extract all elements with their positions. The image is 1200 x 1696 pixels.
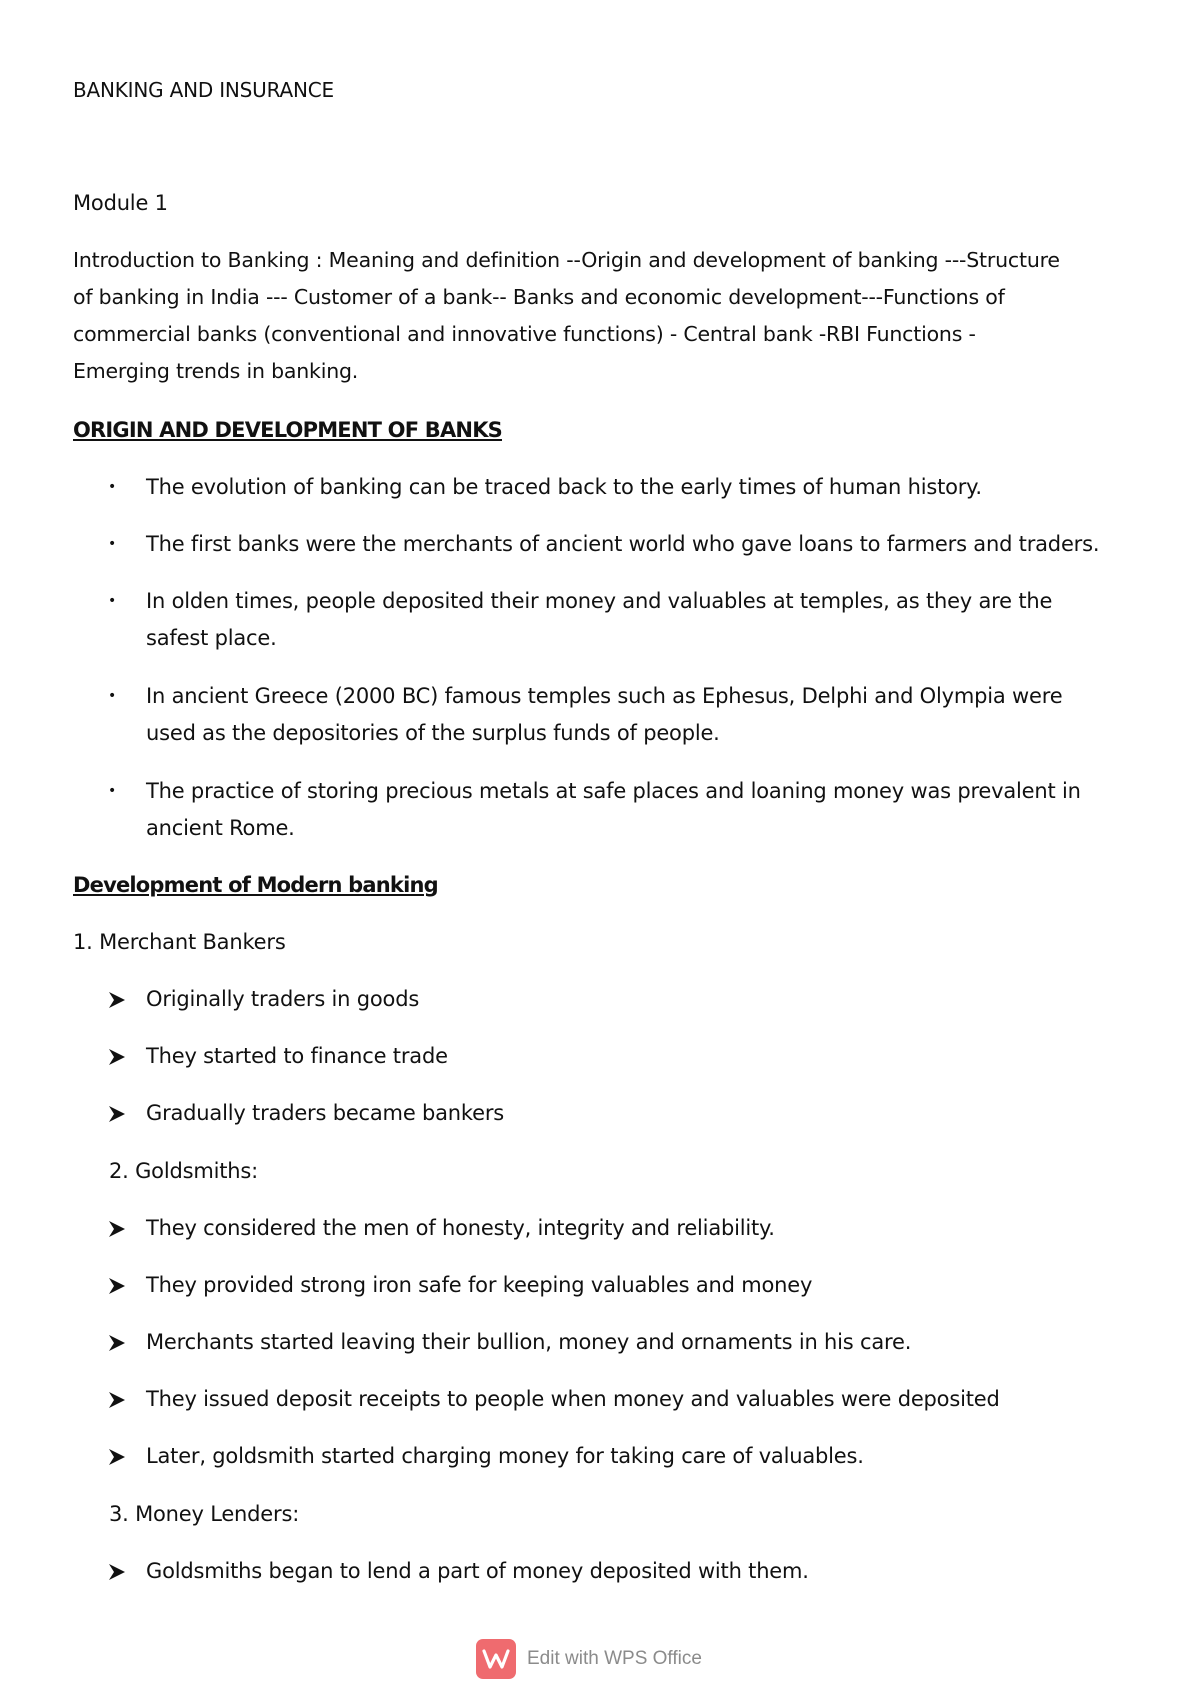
arrow-bullet-icon [108,1095,128,1132]
goldsmiths-point: They considered the men of honesty, integrity and reliability. [146,1216,775,1240]
arrow-bullet-icon [108,1267,128,1304]
intro-line: Emerging trends in banking. [73,359,359,383]
origin-bullet-text: The first banks were the merchants of ancient world who gave loans to farmers and traders. [146,532,1100,556]
modern-heading: Development of Modern banking [73,873,438,897]
lenders-point: Goldsmiths began to lend a part of money deposited with them. [146,1559,809,1583]
merchant-point: Originally traders in goods [146,987,420,1011]
origin-bullet-text: In ancient Greece (2000 BC) famous temples such as Ephesus, Delphi and Olympia were [146,684,1063,708]
wps-office-logo-icon [476,1639,516,1679]
intro-line: Introduction to Banking : Meaning and definition --Origin and development of banking ---Structure [73,248,1060,272]
bullet-dot: • [108,536,117,552]
origin-bullet-text: In olden times, people deposited their money and valuables at temples, as they are the [146,589,1053,613]
merchant-title: 1. Merchant Bankers [73,930,286,954]
arrow-bullet-icon [108,1324,128,1361]
goldsmiths-point: They provided strong iron safe for keeping valuables and money [146,1273,813,1297]
intro-line: commercial banks (conventional and innovative functions) - Central bank -RBI Functions - [73,322,976,346]
origin-bullet-text: The practice of storing precious metals at safe places and loaning money was prevalent in [146,779,1081,803]
origin-bullet-text: The evolution of banking can be traced back to the early times of human history. [146,475,982,499]
edit-with-wps-link[interactable] [476,1639,702,1679]
arrow-bullet-icon [108,1210,128,1247]
lenders-title: 3. Money Lenders: [109,1502,300,1526]
intro-line: of banking in India --- Customer of a bank-- Banks and economic development---Functions of [73,285,1005,309]
module-intro [73,242,1133,390]
merchant-point: Gradually traders became bankers [146,1101,505,1125]
goldsmiths-title: 2. Goldsmiths: [109,1159,258,1183]
wps-label: Edit with WPS Office [527,1648,702,1669]
bullet-dot: • [108,479,117,495]
goldsmiths-point: They issued deposit receipts to people when money and valuables were deposited [146,1387,1000,1411]
goldsmiths-point: Later, goldsmith started charging money for taking care of valuables. [146,1444,864,1468]
goldsmiths-point: Merchants started leaving their bullion, money and ornaments in his care. [146,1330,912,1354]
module-label: Module 1 [73,191,168,215]
origin-heading: ORIGIN AND DEVELOPMENT OF BANKS [73,418,502,442]
bullet-dot: • [108,783,117,799]
origin-bullet-text-cont: safest place. [146,626,277,650]
arrow-bullet-icon [108,1438,128,1475]
arrow-bullet-icon [108,981,128,1018]
bullet-dot: • [108,593,117,609]
document-title: BANKING AND INSURANCE [73,78,334,102]
arrow-bullet-icon [108,1553,128,1590]
arrow-bullet-icon [108,1381,128,1418]
origin-bullet-text-cont: ancient Rome. [146,816,295,840]
merchant-point: They started to finance trade [146,1044,448,1068]
origin-bullet-text-cont: used as the depositories of the surplus funds of people. [146,721,720,745]
arrow-bullet-icon [108,1038,128,1075]
bullet-dot: • [108,688,117,704]
